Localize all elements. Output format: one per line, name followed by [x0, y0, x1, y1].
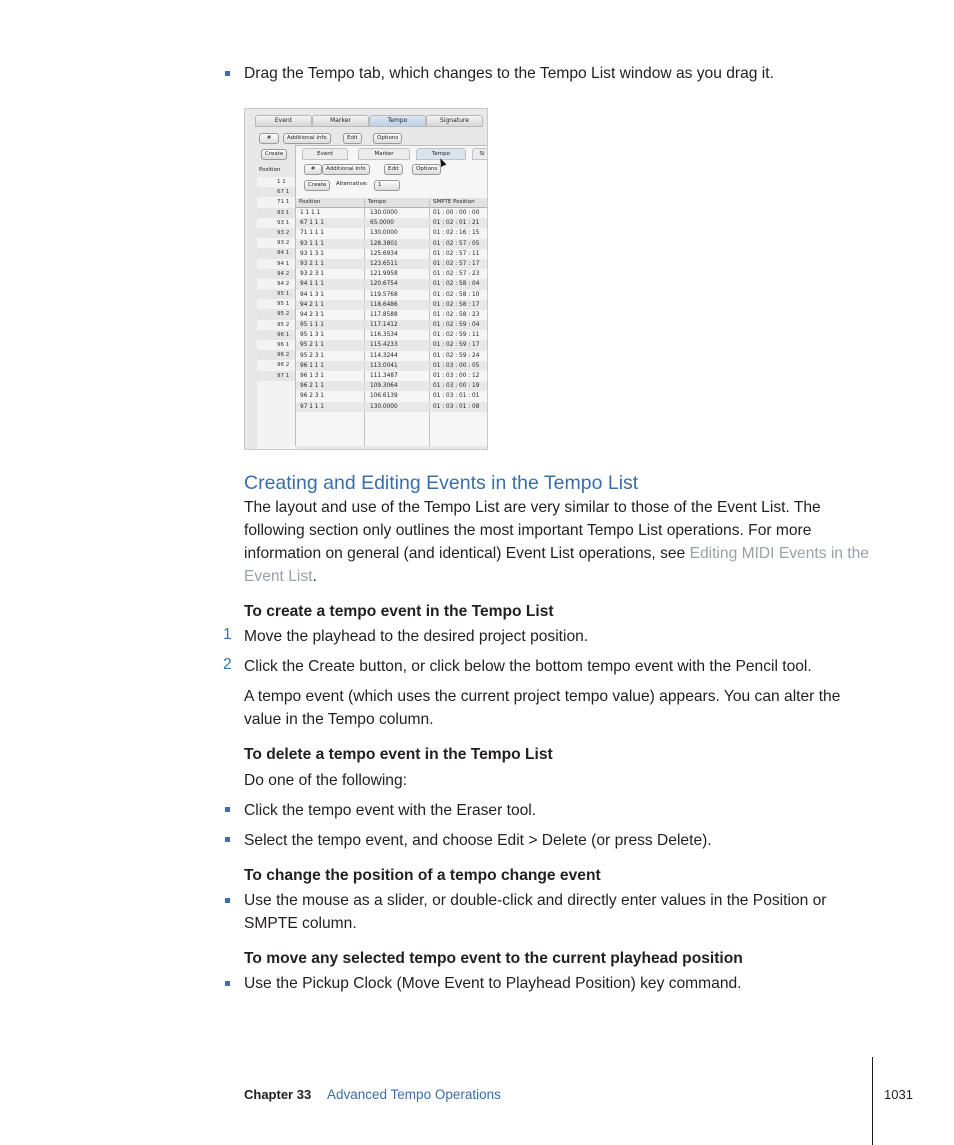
event-tempo-cell[interactable]: 109.3064: [370, 383, 398, 390]
event-position-cell[interactable]: 67 1 1 1: [300, 220, 324, 227]
back-hash-button[interactable]: #: [259, 133, 279, 144]
event-smpte-cell[interactable]: 01 : 02 : 58 : 17: [433, 301, 480, 308]
delete-heading: To delete a tempo event in the Tempo List: [244, 746, 553, 763]
event-tempo-cell[interactable]: 121.9958: [370, 271, 398, 278]
change-bullet: Use the mouse as a slider, or double-click and directly enter values in the Position or SMPTE column.: [244, 892, 827, 932]
event-smpte-cell[interactable]: 01 : 00 : 00 : 00: [433, 210, 480, 216]
delete-bullet: Click the tempo event with the Eraser tool.: [244, 802, 537, 819]
intro-bullet-text: Drag the Tempo tab, which changes to the Tempo List window as you drag it.: [244, 65, 774, 82]
delete-intro: Do one of the following:: [244, 772, 407, 789]
event-smpte-cell[interactable]: 01 : 02 : 57 : 17: [433, 260, 480, 267]
tempo-event-row[interactable]: [296, 361, 488, 371]
event-tempo-cell[interactable]: 114.3244: [370, 352, 398, 359]
front-options-menu[interactable]: Options: [412, 164, 441, 175]
back-tab-tempo[interactable]: Tempo: [369, 115, 426, 127]
back-list-row: 93 1: [277, 219, 290, 226]
back-list-row: 94 1: [277, 260, 290, 267]
tempo-event-row[interactable]: [296, 371, 488, 381]
alternative-label: Alternative:: [336, 181, 369, 187]
event-tempo-cell[interactable]: 130.0000: [370, 403, 398, 410]
front-tab-tempo[interactable]: Tempo: [416, 148, 466, 160]
tempo-event-row[interactable]: [296, 208, 488, 218]
event-position-cell[interactable]: 95 1 3 1: [300, 332, 324, 339]
event-tempo-cell[interactable]: 113.0041: [370, 362, 398, 369]
back-tab-signature[interactable]: Signature: [426, 115, 483, 127]
footer-divider: [872, 1057, 873, 1145]
bullet-marker: [225, 898, 230, 903]
event-smpte-cell[interactable]: 01 : 03 : 00 : 19: [433, 383, 480, 390]
back-options-menu[interactable]: Options: [373, 133, 402, 144]
tempo-event-row[interactable]: [296, 228, 488, 238]
event-position-cell[interactable]: 94 2 3 1: [300, 311, 324, 318]
event-position-cell[interactable]: 93 2 1 1: [300, 260, 324, 267]
move-bullet: Use the Pickup Clock (Move Event to Playhead Position) key command.: [244, 975, 742, 992]
delete-bullet: Select the tempo event, and choose Edit > Delete (or press Delete).: [244, 832, 712, 849]
event-tempo-cell[interactable]: 130.0000: [370, 230, 398, 237]
front-hash-button[interactable]: #: [304, 164, 322, 175]
back-list-row: 96 2: [257, 350, 297, 360]
tempo-event-row[interactable]: [296, 351, 488, 361]
back-create-button[interactable]: Create: [261, 149, 287, 160]
tempo-list-screenshot: [244, 108, 488, 450]
back-list-row: 96 1: [277, 342, 290, 348]
tempo-event-row[interactable]: [296, 402, 488, 412]
event-position-cell[interactable]: 93 1 1 1: [300, 240, 324, 247]
back-list-row: 94 2: [277, 280, 290, 287]
footer-chapter-title[interactable]: Advanced Tempo Operations: [327, 1087, 501, 1102]
event-smpte-cell[interactable]: 01 : 02 : 59 : 24: [433, 352, 480, 359]
event-smpte-cell[interactable]: 01 : 03 : 01 : 01: [433, 393, 480, 400]
bullet-marker: [225, 71, 230, 76]
tempo-event-row[interactable]: [296, 320, 488, 330]
event-smpte-cell[interactable]: 01 : 02 : 59 : 11: [433, 332, 480, 339]
bullet-marker: [225, 807, 230, 812]
step-text: Click the Create button, or click below the bottom tempo event with the Pencil tool.: [244, 658, 812, 675]
intro-paragraph: [244, 496, 870, 588]
column-position[interactable]: Position: [299, 199, 321, 205]
footer-chapter: Chapter 33: [244, 1087, 312, 1102]
back-tab-bar: [255, 115, 483, 127]
front-additional-info-button[interactable]: Additional Info: [322, 164, 370, 175]
tempo-event-row[interactable]: [296, 290, 488, 300]
event-position-cell[interactable]: 1 1 1 1: [300, 210, 321, 216]
event-list-link[interactable]: Editing MIDI Events in the Event List: [244, 545, 869, 585]
event-position-cell[interactable]: 95 2 3 1: [300, 352, 324, 359]
event-tempo-cell[interactable]: 111.3487: [370, 373, 398, 379]
event-smpte-cell[interactable]: 01 : 02 : 58 : 10: [433, 291, 480, 298]
event-smpte-cell[interactable]: 01 : 02 : 57 : 23: [433, 271, 480, 278]
event-smpte-cell[interactable]: 01 : 02 : 59 : 04: [433, 322, 480, 329]
tempo-event-row[interactable]: [296, 300, 488, 310]
back-list-row: 93 2: [257, 228, 297, 238]
step-number: 1: [223, 626, 232, 643]
move-heading: To move any selected tempo event to the current playhead position: [244, 950, 743, 967]
back-list-row: 1 1: [277, 179, 286, 185]
event-position-cell[interactable]: 97 1 1 1: [300, 403, 324, 410]
back-list-row: 93 2: [277, 240, 290, 247]
event-smpte-cell[interactable]: 01 : 02 : 58 : 23: [433, 311, 480, 318]
create-heading: To create a tempo event in the Tempo List: [244, 603, 554, 620]
back-list-row: 95 1: [257, 289, 297, 299]
event-smpte-cell[interactable]: 01 : 03 : 00 : 05: [433, 362, 480, 369]
event-tempo-cell[interactable]: 125.6934: [370, 250, 398, 257]
back-list-row: 95 2: [277, 321, 290, 328]
event-smpte-cell[interactable]: 01 : 02 : 59 : 17: [433, 342, 480, 349]
event-position-cell[interactable]: 93 1 3 1: [300, 250, 324, 257]
event-position-cell[interactable]: 96 2 3 1: [300, 393, 324, 400]
back-tab-marker[interactable]: Marker: [312, 115, 369, 127]
event-tempo-cell[interactable]: 119.5768: [370, 291, 398, 298]
event-position-cell[interactable]: 94 2 1 1: [300, 301, 324, 308]
event-smpte-cell[interactable]: 01 : 02 : 58 : 04: [433, 281, 480, 288]
floating-tempo-list-window[interactable]: [295, 145, 488, 446]
event-position-cell[interactable]: 95 1 1 1: [300, 322, 324, 329]
back-list-row: 93 1: [257, 208, 297, 218]
back-list-row: 95 1: [277, 301, 290, 308]
tempo-event-row[interactable]: [296, 330, 488, 340]
tempo-event-row[interactable]: [296, 310, 488, 320]
tempo-event-rows: [296, 208, 488, 412]
back-list-row: 97 1: [257, 371, 297, 381]
front-edit-menu[interactable]: Edit: [384, 164, 403, 175]
tempo-event-row[interactable]: [296, 239, 488, 249]
tempo-list-column-header: [296, 198, 488, 208]
page-number: 1031: [884, 1087, 913, 1102]
event-tempo-cell[interactable]: 106.6139: [370, 393, 398, 400]
event-position-cell[interactable]: 93 2 3 1: [300, 271, 324, 278]
step-number: 2: [223, 656, 232, 673]
event-position-cell[interactable]: 71 1 1 1: [300, 230, 324, 237]
front-tab-signature[interactable]: Si: [472, 148, 488, 160]
back-position-header: Position: [259, 167, 281, 173]
event-position-cell[interactable]: 94 1 3 1: [300, 291, 324, 298]
back-list-row: 96 1: [257, 330, 297, 340]
column-tempo[interactable]: Tempo: [368, 199, 387, 205]
change-heading: To change the position of a tempo change event: [244, 867, 601, 884]
event-tempo-cell[interactable]: 115.4233: [370, 342, 398, 349]
event-position-cell[interactable]: 96 1 3 1: [300, 373, 324, 379]
event-smpte-cell[interactable]: 01 : 03 : 01 : 08: [433, 403, 480, 410]
event-position-cell[interactable]: 94 1 1 1: [300, 281, 324, 288]
back-list-row: 94 2: [257, 269, 297, 279]
event-smpte-cell[interactable]: 01 : 02 : 16 : 15: [433, 230, 480, 237]
event-tempo-cell[interactable]: 118.6486: [370, 301, 398, 308]
event-tempo-cell[interactable]: 65.0000: [370, 220, 394, 227]
tempo-event-row[interactable]: [296, 249, 488, 259]
bullet-marker: [225, 981, 230, 986]
back-edit-menu[interactable]: Edit: [343, 133, 362, 144]
tempo-event-row[interactable]: [296, 269, 488, 279]
alternative-select[interactable]: 1: [374, 180, 400, 191]
back-additional-info-button[interactable]: Additional Info: [283, 133, 331, 144]
front-tab-event[interactable]: Event: [302, 148, 348, 160]
event-smpte-cell[interactable]: 01 : 03 : 00 : 12: [433, 373, 480, 379]
back-event-list: [257, 177, 297, 450]
event-tempo-cell[interactable]: 130.0000: [370, 210, 398, 216]
tempo-event-row[interactable]: [296, 218, 488, 228]
front-create-button[interactable]: Create: [304, 180, 330, 191]
event-tempo-cell[interactable]: 116.3534: [370, 332, 398, 339]
event-position-cell[interactable]: 96 1 1 1: [300, 362, 324, 369]
create-note: A tempo event (which uses the current project tempo value) appears. You can alter the value in the Tempo column.: [244, 688, 841, 728]
intro-paragraph-text: The layout and use of the Tempo List are very similar to those of the Event List. The following section only outlines the most important Tempo List operations. For more information on general (and identical) Event List operations, see: [244, 499, 821, 562]
back-tab-event[interactable]: Event: [255, 115, 312, 127]
event-tempo-cell[interactable]: 128.3801: [370, 240, 398, 247]
tempo-event-row[interactable]: [296, 279, 488, 289]
column-smpte[interactable]: SMPTE Position: [433, 199, 475, 205]
event-smpte-cell[interactable]: 01 : 02 : 57 : 05: [433, 240, 480, 247]
step-text: Move the playhead to the desired project position.: [244, 628, 589, 645]
back-list-row: 94 1: [257, 248, 297, 258]
event-tempo-cell[interactable]: 117.8588: [370, 311, 398, 318]
event-smpte-cell[interactable]: 01 : 02 : 57 : 11: [433, 250, 480, 257]
intro-paragraph-end: .: [312, 568, 317, 585]
event-position-cell[interactable]: 95 2 1 1: [300, 342, 324, 349]
event-smpte-cell[interactable]: 01 : 02 : 01 : 21: [433, 220, 480, 227]
bullet-marker: [225, 837, 230, 842]
back-list-row: 67 1: [257, 187, 297, 197]
tempo-event-row[interactable]: [296, 381, 488, 391]
tempo-event-row[interactable]: [296, 391, 488, 401]
tempo-event-row[interactable]: [296, 340, 488, 350]
event-tempo-cell[interactable]: 123.6511: [370, 260, 398, 267]
event-tempo-cell[interactable]: 120.6754: [370, 281, 398, 288]
back-list-row: 71 1: [277, 199, 290, 206]
event-tempo-cell[interactable]: 117.1412: [370, 322, 398, 329]
back-list-row: 96 2: [277, 362, 290, 369]
tempo-event-row[interactable]: [296, 259, 488, 269]
front-tab-marker[interactable]: Marker: [358, 148, 410, 160]
back-list-row: 95 2: [257, 309, 297, 319]
section-title: Creating and Editing Events in the Tempo List: [244, 472, 639, 494]
event-position-cell[interactable]: 96 2 1 1: [300, 383, 324, 390]
